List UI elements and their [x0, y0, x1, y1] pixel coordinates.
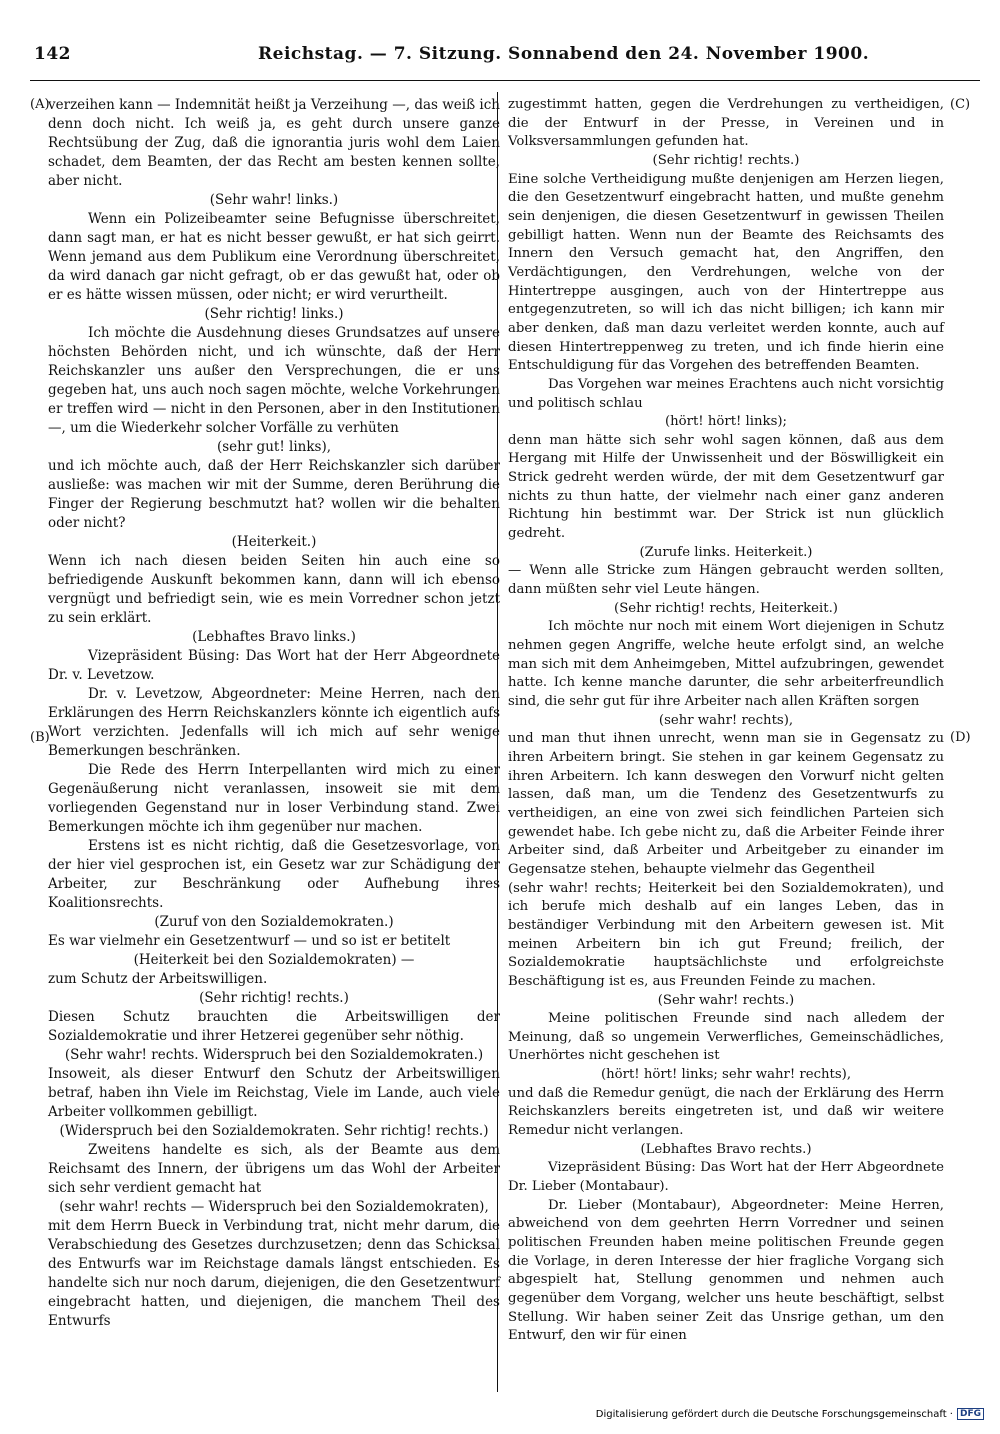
interjection: (Sehr richtig! rechts.): [199, 990, 349, 1006]
margin-marker-b: (B): [30, 730, 50, 745]
paragraph: denn man hätte sich sehr wohl sagen können, daß aus dem Hergang mit Hilfe der Unwissenheit und der Böswilligkeit ein Strick gedreht werden würde, der mit dem Gesetzentwurf gar nichts zu thun hatte, der vielmehr nach einer ganz anderen Richtung hin bestimmt war. Der Strick ist nun glücklich gedreht.: [508, 432, 944, 542]
paragraph: Ich möchte die Ausdehnung dieses Grundsatzes auf unsere höchsten Behörden nicht, und ich wünschte, daß der Herr Reichskanzler uns außer den Versprechungen, die er uns gegeben hat, uns auch noch sagen möchte, welche Vorkehrungen er treffen wird — nicht in den Personen, aber in den Institutionen —, um die Wiederkehr solcher Vorfälle zu verhüten: [48, 325, 500, 436]
paragraph: (sehr wahr! rechts; Heiterkeit bei den Sozialdemokraten), und ich berufe mich deshalb auf ein langes Leben, das in beständiger Verbindung mit den Arbeitern gewesen ist. Mit meinen Arbeitern bin ich gut Freund; freilich, der Sozialdemokratie hauptsächlichste und erfolgreichste Beschäftigung ist es, aus Freunden Feinde zu machen.: [508, 880, 944, 989]
margin-marker-c: (C): [950, 97, 971, 112]
interjection: (hört! hört! links; sehr wahr! rechts),: [600, 1067, 852, 1083]
page-number: 142: [34, 44, 71, 64]
paragraph: und ich möchte auch, daß der Herr Reichskanzler sich darüber ausließe: was machen wir mit der Summe, deren Berührung die Finger der Regierung beschmutzt hat? wollen wir die behalten oder nicht?: [48, 458, 500, 531]
paragraph: Es war vielmehr ein Gesetzentwurf — und so ist er betitelt: [48, 933, 451, 949]
margin-marker-d: (D): [950, 730, 971, 745]
paragraph: Die Rede des Herrn Interpellanten wird mich zu einer Gegenäußerung nicht veranlassen, insoweit sie mit dem vorliegenden Gegenstand nur in loser Verbindung stand. Zwei Bemerkungen möchte ich ihm gegenüber nur machen.: [48, 762, 500, 835]
dfg-logo: DFG: [957, 1408, 984, 1420]
paragraph: mit dem Herrn Bueck in Verbindung trat, nicht mehr darum, die Verabschiedung des Gesetzes durchzusetzen; denn das Schicksal des Entwurfs war im Reichstage damals längst entschieden. Es handelte sich nur noch darum, diejenigen, die den Gesetzentwurf eingebracht hatten, und diejenigen, die manchem Theil des Entwurfs: [48, 1218, 500, 1329]
paragraph: zum Schutz der Arbeitswilligen.: [48, 971, 268, 987]
interjection: (Lebhaftes Bravo rechts.): [640, 1141, 812, 1157]
interjection: (Zurufe links. Heiterkeit.): [639, 544, 813, 560]
paragraph: Insoweit, als dieser Entwurf den Schutz der Arbeitswilligen betraf, haben ihn Viele im Reichstag, Viele im Lande, auch viele Arbeiter vollkommen gebilligt.: [48, 1066, 500, 1120]
interjection: (Sehr richtig! rechts, Heiterkeit.): [614, 600, 838, 616]
paragraph: — Wenn alle Stricke zum Hängen gebraucht werden sollten, dann müßten sehr viel Leute hängen.: [508, 563, 944, 598]
paragraph: Vizepräsident Büsing: Das Wort hat der Herr Abgeordnete Dr. v. Levetzow.: [48, 648, 500, 683]
interjection: (Heiterkeit bei den Sozialdemokraten) —: [133, 952, 415, 968]
interjection: (Sehr wahr! rechts.): [657, 992, 795, 1008]
interjection: (hört! hört! links);: [664, 414, 788, 430]
paragraph: zugestimmt hatten, gegen die Verdrehungen zu vertheidigen, die der Entwurf in der Presse, in Vereinen und in Volksversammlungen gefunden hat.: [508, 97, 944, 150]
paragraph: Wenn ein Polizeibeamter seine Befugnisse überschreitet, dann sagt man, er hat es nicht besser gewußt, er hat sich geirrt. Wenn jemand aus dem Publikum eine Verordnung überschreitet, da wird danach gar nicht gefragt, ob er das gewußt hat, oder ob er es hätte wissen müssen, oder nicht; er wird verurtheilt.: [48, 211, 500, 303]
paragraph: Zweitens handelte es sich, als der Beamte aus dem Reichsamt des Innern, der übrigens um das Wohl der Arbeiter sich sehr verdient gemacht hat: [48, 1142, 500, 1196]
interjection: (sehr wahr! rechts),: [658, 712, 794, 728]
interjection: (Sehr wahr! links.): [209, 192, 339, 208]
header-rule: [30, 80, 980, 81]
footer-text: Digitalisierung gefördert durch die Deutsche Forschungsgemeinschaft ·: [595, 1408, 953, 1420]
interjection: (Sehr wahr! rechts. Widerspruch bei den Sozialdemokraten.): [64, 1047, 484, 1063]
paragraph: Eine solche Vertheidigung mußte denjenigen am Herzen liegen, die den Gesetzentwurf eingebracht hatten, und mußte genehm sein denjenigen, die diesen Gesetzentwurf in gewissen Theilen gebilligt hatten. Wenn nun der Beamte des Reichsamts des Innern den Versuch gemacht hat, den Angriffen, den Verdächtigungen, den Verdrehungen, welche von der Hintertreppe ausgingen, auch von der Hintertreppe aus entgegenzutreten, so will ich das nicht billigen; ich kann mir aber denken, daß man dazu verleitet werden konnte, auch auf diesen Hintertreppenweg zu treten, und ich finde hierin eine Entschuldigung für das Vorgehen des betreffenden Beamten.: [508, 171, 944, 374]
paragraph: Diesen Schutz brauchten die Arbeitswilligen der Sozialdemokratie und ihrer Hetzerei gegenüber sehr nöthig.: [48, 1009, 500, 1044]
interjection: (Zuruf von den Sozialdemokraten.): [154, 914, 394, 930]
paragraph: Das Vorgehen war meines Erachtens auch nicht vorsichtig und politisch schlau: [508, 376, 944, 411]
paragraph: Ich möchte nur noch mit einem Wort diejenigen in Schutz nehmen gegen Angriffe, welche heute erfolgt sind, an welche man sich mit dem Anheimgeben, Mittel aufzubringen, gewendet hatte. Ich kenne manche darunter, die sehr arbeiterfreundlich sind, die sehr gut für ihre Arbeiter nach allen Kräften sorgen: [508, 619, 944, 709]
footer-credit: [596, 1408, 984, 1420]
paragraph: und man thut ihnen unrecht, wenn man sie in Gegensatz zu ihren Arbeitern bringt. Sie stehen in gar keinem Gegensatz zu ihren Arbeitern. Ich kann deswegen den Vorwurf nicht gelten lassen, daß man, um die Tendenz des Gesetzentwurfs zu vertheidigen, an eine von zwei sich feindlichen Parteien sich gewendet habe. Ich gebe nicht zu, daß die Arbeiter Feinde ihrer Arbeiter sind, daß Arbeiter und Arbeitgeber zu einander im Gegensatze stehen, behaupte vielmehr das Gegentheil: [508, 731, 944, 877]
interjection: (Sehr richtig! links.): [204, 306, 344, 322]
left-column: [48, 96, 500, 1331]
paragraph: Dr. Lieber (Montabaur), Abgeordneter: Meine Herren, abweichend von dem geehrten Herrn Vorredner und seinen politischen Freunden haben meine politischen Freunde gegen die Vorlage, in deren Interesse der hier fragliche Vorgang sich abgespielt hat, Stellung genommen und nehmen auch gegenüber dem Vorgang, welcher uns heute beschäftigt, selbst Stellung. Wir haben seiner Zeit das Unsrige gethan, um den Entwurf, den wir für einen: [508, 1197, 944, 1344]
paragraph: verzeihen kann — Indemnität heißt ja Verzeihung —, das weiß ich denn doch nicht. Ich weiß ja, es geht durch unsere ganze Rechtsübung der Zug, daß die ignorantia juris wohl dem Laien schadet, dem Beamten, der das Recht am besten kennen sollte, aber nicht.: [48, 97, 500, 189]
interjection: (sehr wahr! rechts — Widerspruch bei den Sozialdemokraten),: [59, 1199, 489, 1215]
page-header-title: Reichstag. — 7. Sitzung. Sonnabend den 24. November 1900.: [258, 44, 870, 64]
paragraph: Wenn ich nach diesen beiden Seiten hin auch eine so befriedigende Auskunft bekommen kann, dann will ich ebenso vergnügt und befriedigt sein, wie es mein Vorredner schon jetzt zu sein erklärt.: [48, 553, 500, 626]
interjection: (Sehr richtig! rechts.): [652, 152, 800, 168]
margin-marker-a: (A): [30, 97, 50, 112]
interjection: (Widerspruch bei den Sozialdemokraten. Sehr richtig! rechts.): [59, 1123, 489, 1139]
interjection: (sehr gut! links),: [216, 439, 332, 455]
interjection: (Heiterkeit.): [231, 534, 317, 550]
paragraph: Vizepräsident Büsing: Das Wort hat der Herr Abgeordnete Dr. Lieber (Montabaur).: [508, 1160, 944, 1195]
paragraph: Erstens ist es nicht richtig, daß die Gesetzesvorlage, von der hier viel gesprochen ist, ein Gesetz war zur Schädigung der Arbeiter, zur Beschränkung oder Aufhebung ihres Koalitionsrechts.: [48, 838, 500, 911]
paragraph: Meine politischen Freunde sind nach alledem der Meinung, daß so ungemein Verwerfliches, Gemeinschädliches, Unerhörtes nicht geschehen ist: [508, 1011, 944, 1064]
paragraph: und daß die Remedur genügt, die nach der Erklärung des Herrn Reichskanzlers bereits eingetreten ist, und daß wir weitere Remedur nicht verlangen.: [508, 1085, 944, 1139]
right-column: [508, 96, 944, 1346]
paragraph: Dr. v. Levetzow, Abgeordneter: Meine Herren, nach den Erklärungen des Herrn Reichskanzlers könnte ich eigentlich aufs Wort verzichten. Jedenfalls will ich mich auf sehr wenige Bemerkungen beschränken.: [48, 686, 500, 759]
interjection: (Lebhaftes Bravo links.): [192, 629, 356, 645]
